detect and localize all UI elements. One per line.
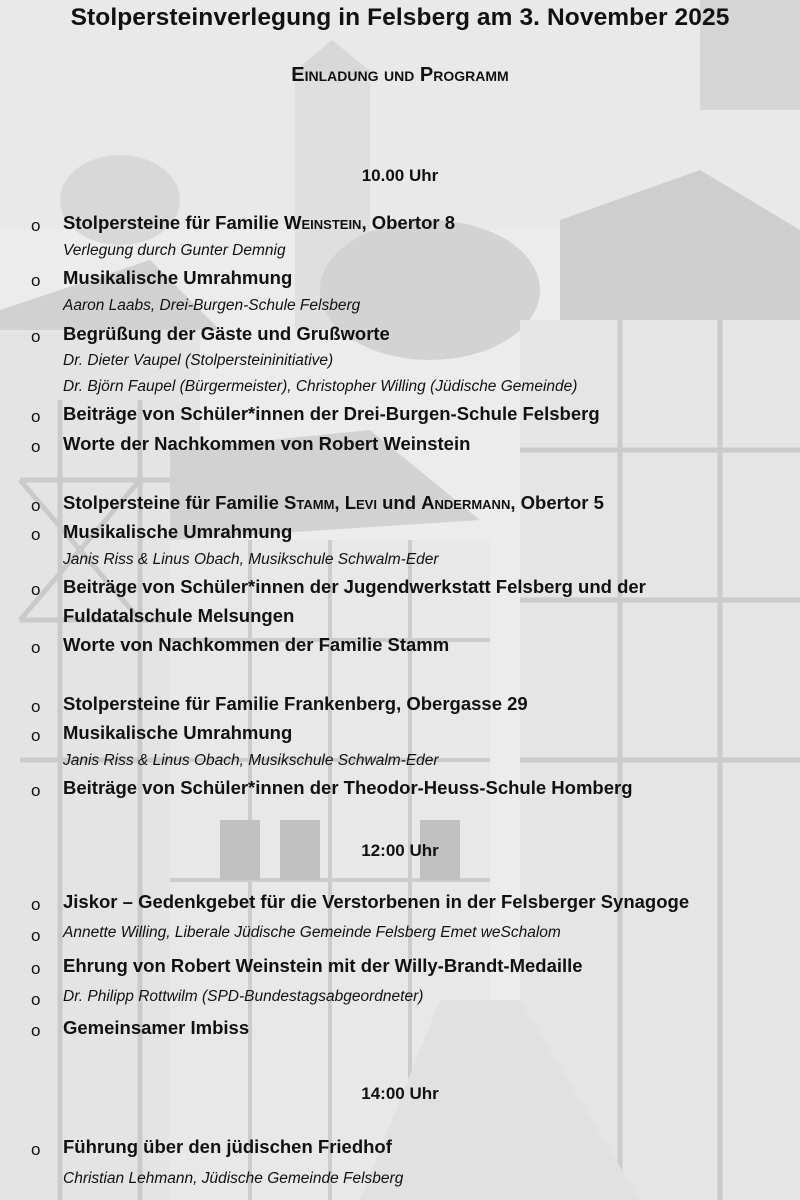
item-text: Musikalische Umrahmung	[63, 722, 293, 743]
time-heading-1400: 14:00 Uhr	[361, 1084, 439, 1103]
time-heading-1200: 12:00 Uhr	[361, 841, 439, 860]
item-text: Musikalische Umrahmung	[63, 521, 293, 542]
item-text: Stolpersteine für Familie Weinstein, Obertor 8	[63, 212, 456, 233]
bullet-icon: o	[31, 959, 41, 978]
item-detail: Annette Willing, Liberale Jüdische Gemeinde Felsberg Emet weSchalom	[63, 924, 561, 941]
item-detail: Dr. Björn Faupel (Bürgermeister), Christopher Willing (Jüdische Gemeinde)	[63, 378, 578, 395]
item-text: Stolpersteine für Familie Stamm, Levi und Andermann, Obertor 5	[63, 492, 604, 513]
bullet-icon: o	[31, 580, 41, 599]
page-title: Stolpersteinverlegung in Felsberg am 3. November 2025	[70, 4, 730, 31]
item-text: Gemeinsamer Imbiss	[63, 1017, 250, 1038]
item-text: Beiträge von Schüler*innen der Drei-Burgen-Schule Felsberg	[63, 403, 600, 424]
item-text: Worte von Nachkommen der Familie Stamm	[63, 634, 450, 655]
item-text: Worte der Nachkommen von Robert Weinstein	[63, 433, 471, 454]
item-detail: Aaron Laabs, Drei-Burgen-Schule Felsberg	[63, 297, 361, 314]
item-text: Stolpersteine für Familie Frankenberg, Obergasse 29	[63, 693, 528, 714]
bullet-icon: o	[31, 726, 41, 745]
item-text: Jiskor – Gedenkgebet für die Verstorbenen in der Felsberger Synagoge	[63, 891, 690, 912]
item-detail: Christian Lehmann, Jüdische Gemeinde Felsberg	[63, 1170, 404, 1187]
item-detail: Verlegung durch Gunter Demnig	[63, 242, 286, 259]
bullet-icon: o	[31, 697, 41, 716]
bullet-icon: o	[31, 990, 41, 1009]
bullet-icon: o	[31, 1140, 41, 1159]
item-detail: Dr. Dieter Vaupel (Stolpersteininitiative)	[63, 352, 334, 369]
item-detail: Dr. Philipp Rottwilm (SPD-Bundestagsabgeordneter)	[63, 988, 424, 1005]
bullet-icon: o	[31, 1021, 41, 1040]
item-text-continued: Fuldatalschule Melsungen	[63, 605, 295, 626]
bullet-icon: o	[31, 525, 41, 544]
bullet-icon: o	[31, 496, 41, 515]
item-text: Beiträge von Schüler*innen der Theodor-Heuss-Schule Homberg	[63, 777, 633, 798]
item-text: Ehrung von Robert Weinstein mit der Willy-Brandt-Medaille	[63, 955, 583, 976]
bullet-icon: o	[31, 781, 41, 800]
item-detail: Janis Riss & Linus Obach, Musikschule Schwalm-Eder	[63, 752, 439, 769]
item-text: Beiträge von Schüler*innen der Jugendwerkstatt Felsberg und der	[63, 576, 646, 597]
bullet-icon: o	[31, 895, 41, 914]
bullet-icon: o	[31, 327, 41, 346]
item-text: Musikalische Umrahmung	[63, 267, 293, 288]
bullet-icon: o	[31, 437, 41, 456]
item-text: Begrüßung der Gäste und Grußworte	[63, 323, 390, 344]
bullet-icon: o	[31, 216, 41, 235]
page-subtitle: Einladung und Programm	[291, 64, 509, 86]
item-text: Führung über den jüdischen Friedhof	[63, 1136, 392, 1157]
bullet-icon: o	[31, 638, 41, 657]
time-heading-1000: 10.00 Uhr	[361, 166, 439, 185]
item-detail: Janis Riss & Linus Obach, Musikschule Schwalm-Eder	[63, 551, 439, 568]
bullet-icon: o	[31, 407, 41, 426]
bullet-icon: o	[31, 271, 41, 290]
bullet-icon: o	[31, 926, 41, 945]
